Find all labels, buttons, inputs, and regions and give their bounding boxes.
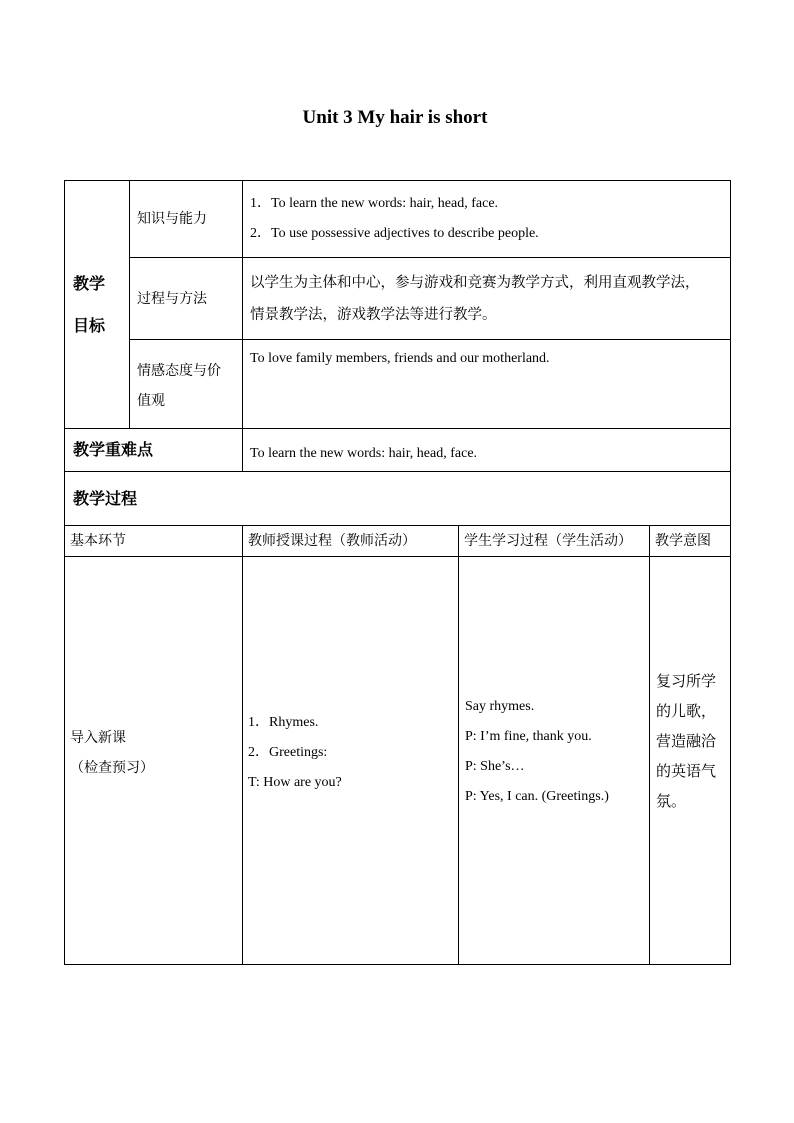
intent-line1: 复习所学: [656, 671, 717, 690]
stage-line1: 导入新课: [70, 729, 126, 746]
intent-line2: 的儿歌，: [656, 701, 717, 720]
objectives-label: [65, 181, 130, 429]
objective-label-process: 过程与方法: [130, 258, 243, 340]
student-activity-cell: [459, 557, 650, 965]
stage-line2: （检查预习）: [70, 759, 154, 776]
objective-row-process: [65, 258, 731, 340]
header-teacher: 教师授课过程（教师活动）: [243, 526, 459, 557]
objective-knowledge-line2: 2．To use possessive adjectives to describe people.: [250, 226, 539, 241]
objective-row-attitude: [65, 340, 731, 429]
objective-content-knowledge: [243, 181, 731, 258]
teacher-line3: T: How are you?: [248, 774, 342, 790]
intent-cell: [650, 557, 731, 965]
objective-content-attitude: [243, 340, 731, 429]
process-header-row: [65, 526, 731, 557]
objectives-label-line1: 教学: [73, 273, 106, 293]
student-line2: P: I’m fine, thank you.: [465, 728, 592, 744]
header-student: 学生学习过程（学生活动）: [459, 526, 650, 557]
objective-process-line1: 以学生为主体和中心，参与游戏和竞赛为教学方式，利用直观教学法，: [250, 274, 700, 291]
key-points-label: 教学重难点: [65, 429, 243, 472]
process-row-intro: [65, 557, 731, 965]
objective-row-knowledge: [65, 181, 731, 258]
process-label: 教学过程: [65, 472, 731, 526]
student-line1: Say rhymes.: [465, 698, 535, 714]
process-title-row: [65, 472, 731, 526]
student-line4: P: Yes, I can. (Greetings.): [465, 788, 609, 804]
header-stage: 基本环节: [65, 526, 243, 557]
stage-cell: [65, 557, 243, 965]
teacher-line1: 1．Rhymes.: [248, 714, 319, 730]
key-points-row: [65, 429, 731, 472]
objective-process-line2: 情景教学法，游戏教学法等进行教学。: [250, 306, 497, 323]
intent-line4: 的英语气: [656, 761, 717, 780]
lesson-plan-table: [64, 180, 731, 965]
objective-attitude-label-line1: 情感态度与价: [137, 363, 221, 379]
objective-content-process: [243, 258, 731, 340]
objective-label-attitude: [130, 340, 243, 429]
teacher-activity-cell: [243, 557, 459, 965]
document-title: Unit 3 My hair is short: [302, 107, 488, 128]
objective-attitude-line1: To love family members, friends and our motherland.: [250, 351, 550, 366]
teacher-line2: 2．Greetings:: [248, 744, 328, 760]
objective-knowledge-line1: 1．To learn the new words: hair, head, face.: [250, 196, 499, 211]
objective-label-knowledge: 知识与能力: [130, 181, 243, 258]
student-line3: P: She’s…: [465, 758, 525, 774]
objective-attitude-label-line2: 值观: [137, 393, 165, 409]
intent-line5: 氛。: [656, 791, 687, 810]
key-points-content: To learn the new words: hair, head, face.: [243, 429, 731, 472]
intent-line3: 营造融洽: [656, 731, 717, 750]
header-intent: 教学意图: [650, 526, 731, 557]
objectives-label-line2: 目标: [73, 315, 106, 335]
